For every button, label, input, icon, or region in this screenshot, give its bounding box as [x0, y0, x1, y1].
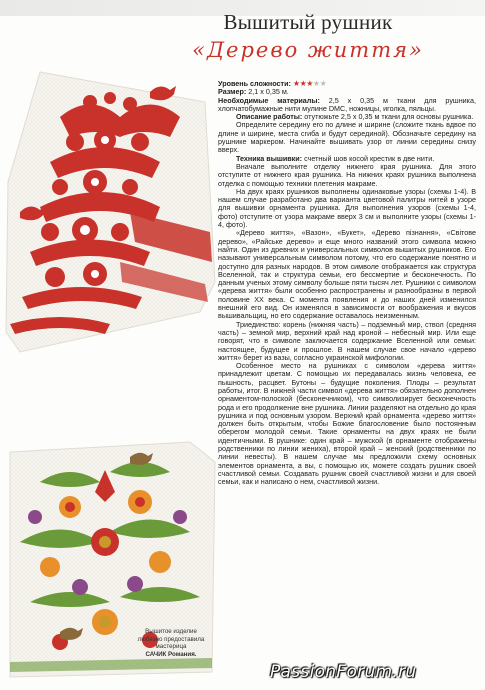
difficulty-row: Уровень сложности: ★★★★★ [218, 79, 327, 88]
photo-credit: Вышитое изделие любезно предоставила мастерица САЧИК Романия. [137, 628, 205, 658]
paragraph-4: «Дерево життя», «Вазон», «Букет», «Дерево пізнання», «Світове дерево», «Райське дерево» и еще много названий этого символа можно найти. Один из древних и универсальных символов вышитых рушников. Его называют универсальным символом потому, что его содержание понятно и доступно для разных народов. В этом символе отображается как структура Вселенной, так и структура семьи, его бессмертие и бесконечность. По данным ученых этому символу больше пяти тысяч лет. Рушники с символом «дерева життя» были особенно распространены и разнообразны в первой половине XX века. С момента появления и до наших дней изменился внешний его вид. Он изменялся в зависимости от воображения и вкусов вышивальщиц, но его содержание оставалось неизменным. [218, 228, 476, 321]
paragraph-3: На двух краях рушников выполнены одинаковые узоры (схемы 1-4). В нашем случае разработано два варианта цветовой палитры нитей в узоре для вышивки орнамента рушника. Для выполнения узоров (схемы 1-4, фото) отступите от узора макраме вверх 3 см и выполните узоры (схемы 1-4, фото). [218, 186, 476, 230]
size-row: Размер: 2,1 х 0,35 м. [218, 87, 289, 97]
page-subtitle: «Дерево життя» [192, 38, 424, 62]
paragraph-2: Вначале выполните отделку нижнего края рушника. Для этого отступите от нижнего края рушника. На нижних краях рушника выполнена отделка с помощью техники плетения макраме. [218, 161, 476, 188]
description-row: Описание работы: отутюжьте 2,5 х 0,35 м ткани для основы рушника. [236, 112, 474, 122]
materials-row: Необходимые материалы: 2,5 х 0,35 м ткани для рушника, хлопчатобумажные нити мулине DMC, ножницы, иголка, пяльцы. [218, 95, 476, 113]
page-title: Вышитый рушник [223, 10, 393, 34]
paragraph-1: Определите середину его по длине и ширине (сложите ткань вдвое по длине и ширине, места сгиба и будут серединой). Обозначьте середину на рушнике маркером. Начинайте вышивать узор от линии середины снизу вверх. [218, 120, 476, 155]
paragraph-6: Особенное место на рушниках с символом «дерева життя» принадлежит цветам. С помощью их передавалась жизнь человека, ее пышность, расцвет. Бутоны – будущие поколения. Плоды – результат работы, итог. В нижней части символ «дерева життя» обязательно дополнен орнаментом-полоской (бесконечником), что символизирует бесконечность рода и его продолжение вне рушника. Линии разделяют на отдельно до края рушника и под основным узором. Верхний край орнамента «дерево життя» должен быть открытым, чтобы Божие благословение было постоянным оберегом молодой семьи. Такие орнаменты на двух краях не были идентичными. В рушнике: один край – мужской (в орнаменте отображены родственники по линии жениха), второй край – женский (родственники по линии невесты). В нашем случае мы предложили схему основных элементов орнамента, а вы, с помощью их, можете создать рушник своей счастливой семьи. Создавать рушник своей счастливой жизни и для своей семьи, как и написано о нем, счастливой жизни. [218, 361, 476, 487]
paragraph-5: Триединство: корень (нижняя часть) – подземный мир, ствол (средняя часть) – земной мир, верхний край над кроной – небесный мир. Или еще говорят, что в символе заключается содержание Вселенной или семьи: настоящее, будущее и прошлое. В нашем случае свое начало «дерево життя» берет из вазы, согласно украинской мифологии. [218, 319, 476, 362]
technique-row: Техника вышивки: счетный шов косой крестик в две нити. [236, 153, 435, 163]
article-body [218, 80, 476, 487]
difficulty-stars: ★★★★★ [292, 79, 327, 88]
embroidery-photo [0, 62, 222, 682]
watermark: PassionForum.ru [270, 662, 417, 682]
